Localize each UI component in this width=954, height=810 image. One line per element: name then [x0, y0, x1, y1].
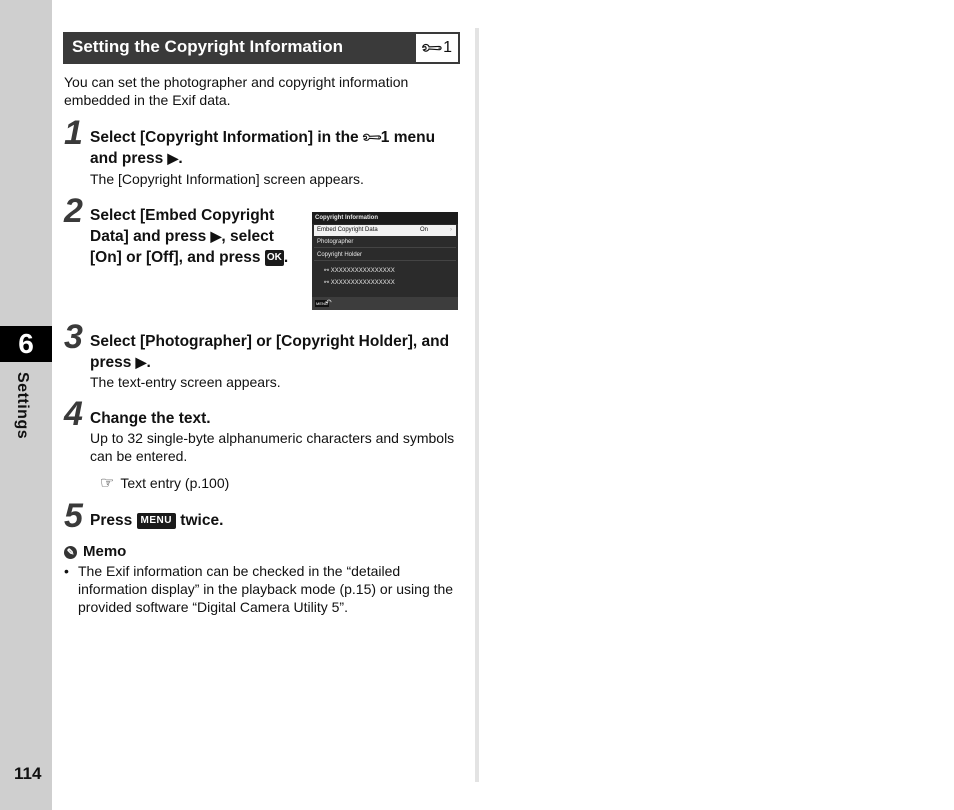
pointing-hand-icon: ☞	[100, 475, 115, 492]
step-number: 2	[64, 192, 83, 230]
camera-row-photographer: Photographer	[314, 237, 456, 248]
right-arrow-icon: ▶	[210, 228, 222, 244]
step-number: 4	[64, 395, 83, 433]
step-number: 5	[64, 497, 83, 535]
camera-screen-footer	[312, 297, 458, 310]
menu-indicator	[414, 32, 460, 64]
step-body: The [Copyright Information] screen appears.	[90, 171, 364, 187]
intro-text: You can set the photographer and copyright information embedded in the Exif data.	[64, 74, 409, 108]
bullet-icon: •	[64, 563, 69, 579]
right-arrow-icon: ▶	[135, 354, 147, 370]
camera-screen-illustration	[312, 212, 458, 310]
wrench-icon: 🔧︎	[359, 125, 384, 150]
chevron-right-icon: ›	[450, 227, 452, 233]
step-title: Select [Photographer] or [Copyright Holder], and press ▶.	[90, 333, 450, 371]
memo-pencil-icon: ✎	[64, 546, 77, 559]
menu-button-icon: MENU	[137, 513, 176, 529]
column-divider	[475, 28, 479, 782]
ok-button-icon: OK	[265, 250, 284, 266]
camera-row-embed: Embed Copyright Data On ›	[314, 225, 456, 236]
person-icon: ⚯	[324, 280, 330, 286]
chapter-label: Settings	[14, 372, 31, 440]
camera-holder-value: ⚯ XXXXXXXXXXXXXXXX	[324, 280, 395, 286]
memo-heading: ✎ Memo	[64, 543, 126, 561]
chapter-number: 6	[0, 326, 52, 362]
step-title: Change the text.	[90, 410, 211, 427]
back-arrow-icon: ↶	[325, 298, 332, 307]
person-icon: ⚯	[324, 268, 330, 274]
right-arrow-icon: ▶	[167, 150, 179, 166]
wrench-icon: 🔧︎	[419, 35, 445, 62]
step-body: The text-entry screen appears.	[90, 374, 281, 390]
menu-button-icon: MENU	[316, 301, 328, 306]
cross-reference: ☞ Text entry (p.100)	[100, 475, 230, 492]
camera-row-holder: Copyright Holder	[314, 250, 456, 261]
camera-screen-header: Copyright Information	[312, 212, 458, 224]
step-title: Select [Embed Copyright Data] and press ▶, select [On] or [Off], and press OK .	[90, 207, 289, 266]
menu-index: 1	[443, 39, 452, 56]
page-number: 114	[14, 764, 42, 783]
step-body: Up to 32 single-byte alphanumeric characters and symbols can be entered.	[90, 430, 455, 464]
step-title: Select [Copyright Information] in the 🔧︎1 menu and press ▶.	[90, 125, 436, 167]
step-number: 1	[64, 114, 83, 152]
camera-photographer-value: ⚯ XXXXXXXXXXXXXXXX	[324, 268, 395, 274]
section-title: Setting the Copyright Information	[63, 32, 414, 64]
step-number: 3	[64, 318, 83, 356]
step-title: Press MENU twice.	[90, 512, 224, 529]
